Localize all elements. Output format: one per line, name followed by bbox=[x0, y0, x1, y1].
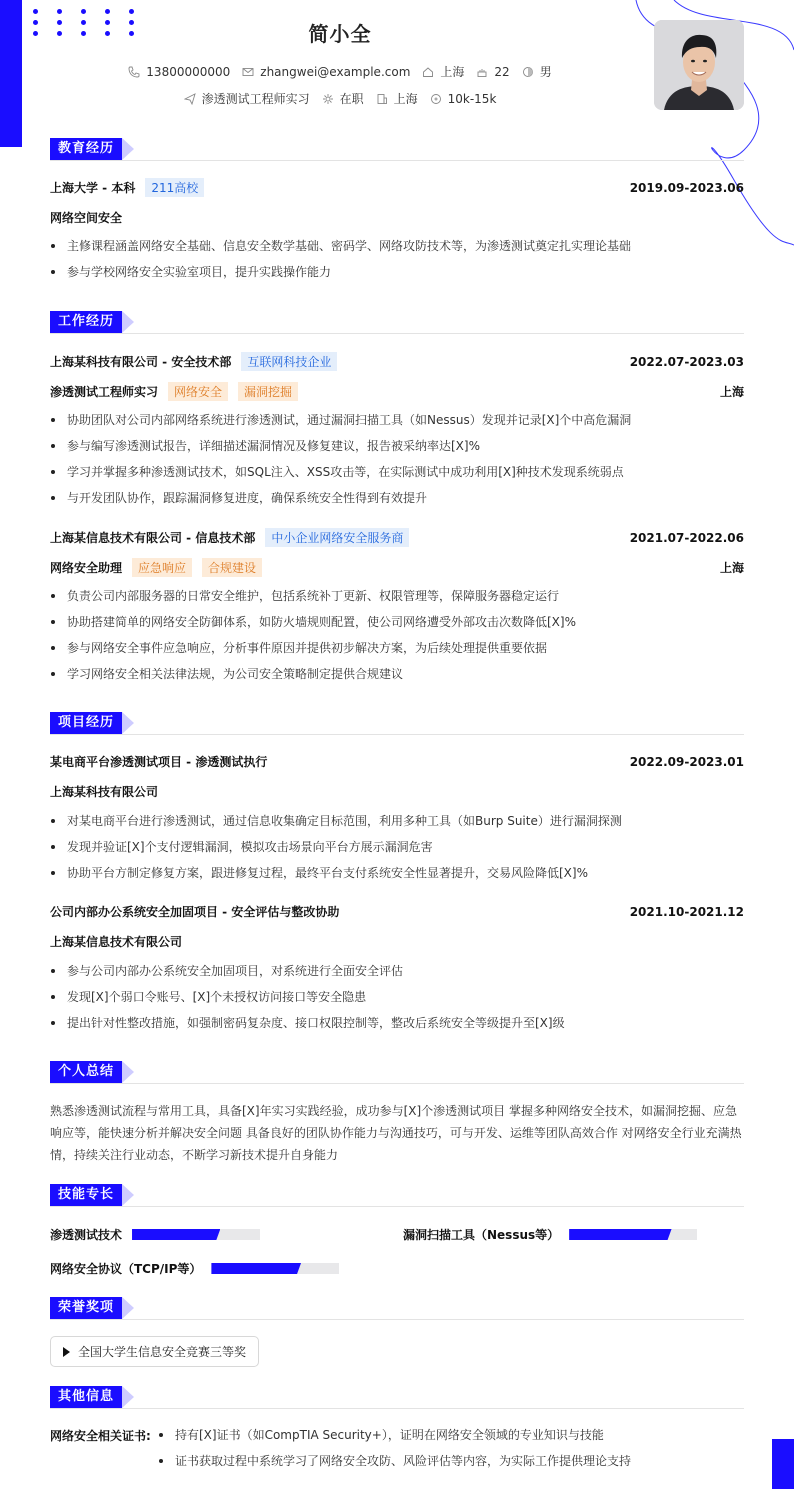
work-1-role-row bbox=[50, 558, 744, 577]
cake-icon bbox=[476, 66, 488, 78]
section-divider bbox=[50, 1408, 744, 1409]
list-item: 证书获取过程中系统学习了网络安全攻防、风险评估等内容，为实际工作提供理论支持 bbox=[158, 1451, 631, 1477]
project-1-header-row bbox=[50, 903, 744, 920]
building-icon bbox=[376, 93, 388, 105]
role-tag: 合规建设 bbox=[202, 558, 262, 577]
project-0-name: 某电商平台渗透测试项目 - 渗透测试执行 bbox=[50, 755, 268, 769]
work-0-role-row bbox=[50, 382, 744, 401]
candidate-name: 简小全 bbox=[308, 22, 372, 46]
list-item: 负责公司内部服务器的日常安全维护，包括系统补丁更新、权限管理等，保障服务器稳定运行 bbox=[50, 586, 744, 612]
skill-bar bbox=[211, 1263, 339, 1274]
skill-item bbox=[50, 1260, 339, 1277]
work-0-bullets bbox=[50, 410, 744, 514]
mail-icon bbox=[242, 66, 254, 78]
list-item: 参与网络安全事件应急响应，分析事件原因并提供初步解决方案，为后续处理提供重要依据 bbox=[50, 638, 744, 664]
expand-triangle-icon bbox=[63, 1347, 70, 1357]
project-1-org: 上海某信息技术有限公司 bbox=[50, 935, 183, 949]
list-item: 协助平台方制定修复方案，跟进修复过程，最终平台支付系统安全性显著提升，交易风险降低[X]% bbox=[50, 863, 744, 889]
list-item: 发现并验证[X]个支付逻辑漏洞，模拟攻击场景向平台方展示漏洞危害 bbox=[50, 837, 744, 863]
position-text: 渗透测试工程师实习 bbox=[201, 92, 310, 106]
list-item: 发现[X]个弱口令账号、[X]个未授权访问接口等安全隐患 bbox=[50, 987, 744, 1013]
section-tab-decoration bbox=[122, 138, 134, 160]
skill-bar bbox=[132, 1229, 260, 1240]
job-intent-row bbox=[0, 90, 680, 107]
profile-photo bbox=[654, 20, 744, 110]
education-school bbox=[50, 178, 204, 197]
gender-icon bbox=[522, 66, 534, 78]
skill-bar-fill bbox=[211, 1263, 301, 1274]
skill-bar-fill bbox=[569, 1229, 671, 1240]
project-1-bullets bbox=[50, 961, 744, 1039]
skill-name: 漏洞扫描工具（Nessus等） bbox=[403, 1228, 560, 1242]
resume-header bbox=[0, 0, 794, 125]
list-item: 主修课程涵盖网络安全基础、信息安全数学基础、密码学、网络攻防技术等，为渗透测试奠定扎实理论基础 bbox=[50, 236, 744, 262]
list-item: 持有[X]证书（如CompTIA Security+），证明在网络安全领域的专业知识与技能 bbox=[158, 1425, 631, 1451]
gear-icon bbox=[322, 93, 334, 105]
section-skills-label: 技能专长 bbox=[50, 1184, 122, 1206]
section-tab-decoration bbox=[122, 1297, 134, 1319]
section-divider bbox=[50, 1083, 744, 1084]
work-1-city: 上海 bbox=[719, 561, 744, 575]
work-0-date: 2022.07-2023.03 bbox=[629, 354, 744, 369]
work-0-role bbox=[50, 382, 298, 401]
salary-item bbox=[430, 92, 497, 106]
email-item bbox=[242, 65, 410, 79]
location-text: 上海 bbox=[440, 65, 465, 79]
education-bullets bbox=[50, 236, 744, 288]
project-0-date: 2022.09-2023.01 bbox=[629, 754, 744, 769]
section-honors-label: 荣誉奖项 bbox=[50, 1297, 122, 1319]
section-divider bbox=[50, 1206, 744, 1207]
position-item bbox=[184, 90, 310, 107]
status-item bbox=[322, 90, 364, 107]
skill-name: 渗透测试技术 bbox=[50, 1228, 123, 1242]
school-badge: 211高校 bbox=[145, 178, 204, 197]
project-0-org-row bbox=[50, 783, 744, 800]
company-name: 上海某信息技术有限公司 - 信息技术部 bbox=[50, 531, 256, 545]
list-item: 协助搭建简单的网络安全防御体系，如防火墙规则配置，使公司网络遭受外部攻击次数降低[X]% bbox=[50, 612, 744, 638]
work-1-role bbox=[50, 558, 262, 577]
school-name: 上海大学 - 本科 bbox=[50, 181, 136, 195]
phone-item bbox=[128, 65, 230, 79]
list-item: 与开发团队协作，跟踪漏洞修复进度，确保系统安全性得到有效提升 bbox=[50, 488, 744, 514]
work-0-company bbox=[50, 352, 337, 371]
list-item: 参与学校网络安全实验室项目，提升实践操作能力 bbox=[50, 262, 744, 288]
company-badge: 中小企业网络安全服务商 bbox=[265, 528, 409, 547]
award-item[interactable] bbox=[50, 1336, 259, 1367]
project-0-header-row bbox=[50, 753, 744, 770]
section-work-label: 工作经历 bbox=[50, 311, 122, 333]
section-divider bbox=[50, 160, 744, 161]
work-1-company bbox=[50, 528, 409, 547]
list-item: 提出针对性整改措施，如强制密码复杂度、接口权限控制等，整改后系统安全等级提升至[X]级 bbox=[50, 1013, 744, 1039]
list-item: 协助团队对公司内部网络系统进行渗透测试，通过漏洞扫描工具（如Nessus）发现并记录[X]个中高危漏洞 bbox=[50, 410, 744, 436]
company-badge: 互联网科技企业 bbox=[241, 352, 337, 371]
certificate-list bbox=[158, 1425, 631, 1477]
section-education-label: 教育经历 bbox=[50, 138, 122, 160]
status-text: 在职 bbox=[339, 92, 364, 106]
coin-icon bbox=[430, 93, 442, 105]
age-text: 22 bbox=[494, 64, 510, 79]
home-icon bbox=[422, 66, 434, 78]
summary-text: 熟悉渗透测试流程与常用工具，具备[X]年实习实践经验，成功参与[X]个渗透测试项目 掌握多种网络安全技术，如漏洞挖掘、应急响应等，能快速分析并解决安全问题 具备良好的团队协作能力与沟通技巧，可与开发、运维等团队高效合作 对网络安全行业充满热情，持续关注行业动态，不断学习新技术提升自身能力 bbox=[50, 1104, 742, 1162]
section-honors-title bbox=[50, 1297, 134, 1319]
section-summary-title bbox=[50, 1061, 134, 1083]
role-tag: 网络安全 bbox=[168, 382, 228, 401]
section-divider bbox=[50, 333, 744, 334]
work-1-bullets bbox=[50, 586, 744, 690]
work-1-header-row bbox=[50, 528, 744, 547]
section-tab-decoration bbox=[122, 1386, 134, 1408]
section-divider bbox=[50, 1319, 744, 1320]
education-major: 网络空间安全 bbox=[50, 211, 123, 225]
corner-accent-block bbox=[772, 1439, 794, 1489]
section-tab-decoration bbox=[122, 1184, 134, 1206]
project-1-date: 2021.10-2021.12 bbox=[629, 904, 744, 919]
section-projects-title bbox=[50, 712, 134, 734]
skill-bar-fill bbox=[132, 1229, 220, 1240]
section-tab-decoration bbox=[122, 311, 134, 333]
section-skills-title bbox=[50, 1184, 134, 1206]
contact-row bbox=[0, 63, 680, 80]
section-other-label: 其他信息 bbox=[50, 1386, 122, 1408]
age-item bbox=[476, 65, 509, 79]
gender-item bbox=[522, 63, 552, 80]
role-name: 渗透测试工程师实习 bbox=[50, 385, 159, 399]
gender-text: 男 bbox=[539, 65, 552, 79]
list-item: 学习并掌握多种渗透测试技术，如SQL注入、XSS攻击等，在实际测试中成功利用[X]种技术发现系统弱点 bbox=[50, 462, 744, 488]
section-tab-decoration bbox=[122, 712, 134, 734]
education-major-row bbox=[50, 209, 744, 226]
list-item: 参与公司内部办公系统安全加固项目，对系统进行全面安全评估 bbox=[50, 961, 744, 987]
award-text: 全国大学生信息安全竞赛三等奖 bbox=[78, 1345, 247, 1359]
work-0-city: 上海 bbox=[719, 385, 744, 399]
education-header-row bbox=[50, 178, 744, 197]
role-name: 网络安全助理 bbox=[50, 561, 123, 575]
certificate-label: 网络安全相关证书: bbox=[50, 1429, 151, 1443]
section-work-title bbox=[50, 311, 134, 333]
role-tag: 漏洞挖掘 bbox=[238, 382, 298, 401]
skill-item bbox=[403, 1226, 697, 1243]
section-summary-label: 个人总结 bbox=[50, 1061, 122, 1083]
list-item: 对某电商平台进行渗透测试，通过信息收集确定目标范围，利用多种工具（如Burp Suite）进行漏洞探测 bbox=[50, 811, 744, 837]
work-0-header-row bbox=[50, 352, 744, 371]
city-text: 上海 bbox=[393, 92, 418, 106]
list-item: 学习网络安全相关法律法规，为公司安全策略制定提供合规建议 bbox=[50, 664, 744, 690]
phone-icon bbox=[128, 66, 140, 78]
location-item bbox=[422, 63, 464, 80]
section-divider bbox=[50, 734, 744, 735]
email-text: zhangwei@example.com bbox=[260, 64, 411, 79]
list-item: 参与编写渗透测试报告，详细描述漏洞情况及修复建议，报告被采纳率达[X]% bbox=[50, 436, 744, 462]
education-date: 2019.09-2023.06 bbox=[629, 180, 744, 195]
section-projects-label: 项目经历 bbox=[50, 712, 122, 734]
skill-item bbox=[50, 1226, 260, 1243]
section-other-title bbox=[50, 1386, 134, 1408]
project-1-name: 公司内部办公系统安全加固项目 - 安全评估与整改协助 bbox=[50, 905, 340, 919]
role-tag: 应急响应 bbox=[132, 558, 192, 577]
company-name: 上海某科技有限公司 - 安全技术部 bbox=[50, 355, 232, 369]
city-item bbox=[376, 90, 418, 107]
salary-text: 10k-15k bbox=[447, 91, 497, 106]
phone-text: 13800000000 bbox=[146, 64, 231, 79]
project-1-org-row bbox=[50, 933, 744, 950]
project-0-bullets bbox=[50, 811, 744, 889]
section-tab-decoration bbox=[122, 1061, 134, 1083]
avatar-portrait bbox=[654, 20, 744, 110]
section-education-title bbox=[50, 138, 134, 160]
work-1-date: 2021.07-2022.06 bbox=[629, 530, 744, 545]
project-0-org: 上海某科技有限公司 bbox=[50, 785, 159, 799]
skill-name: 网络安全协议（TCP/IP等） bbox=[50, 1262, 202, 1276]
send-icon bbox=[184, 93, 196, 105]
skill-bar bbox=[569, 1229, 697, 1240]
